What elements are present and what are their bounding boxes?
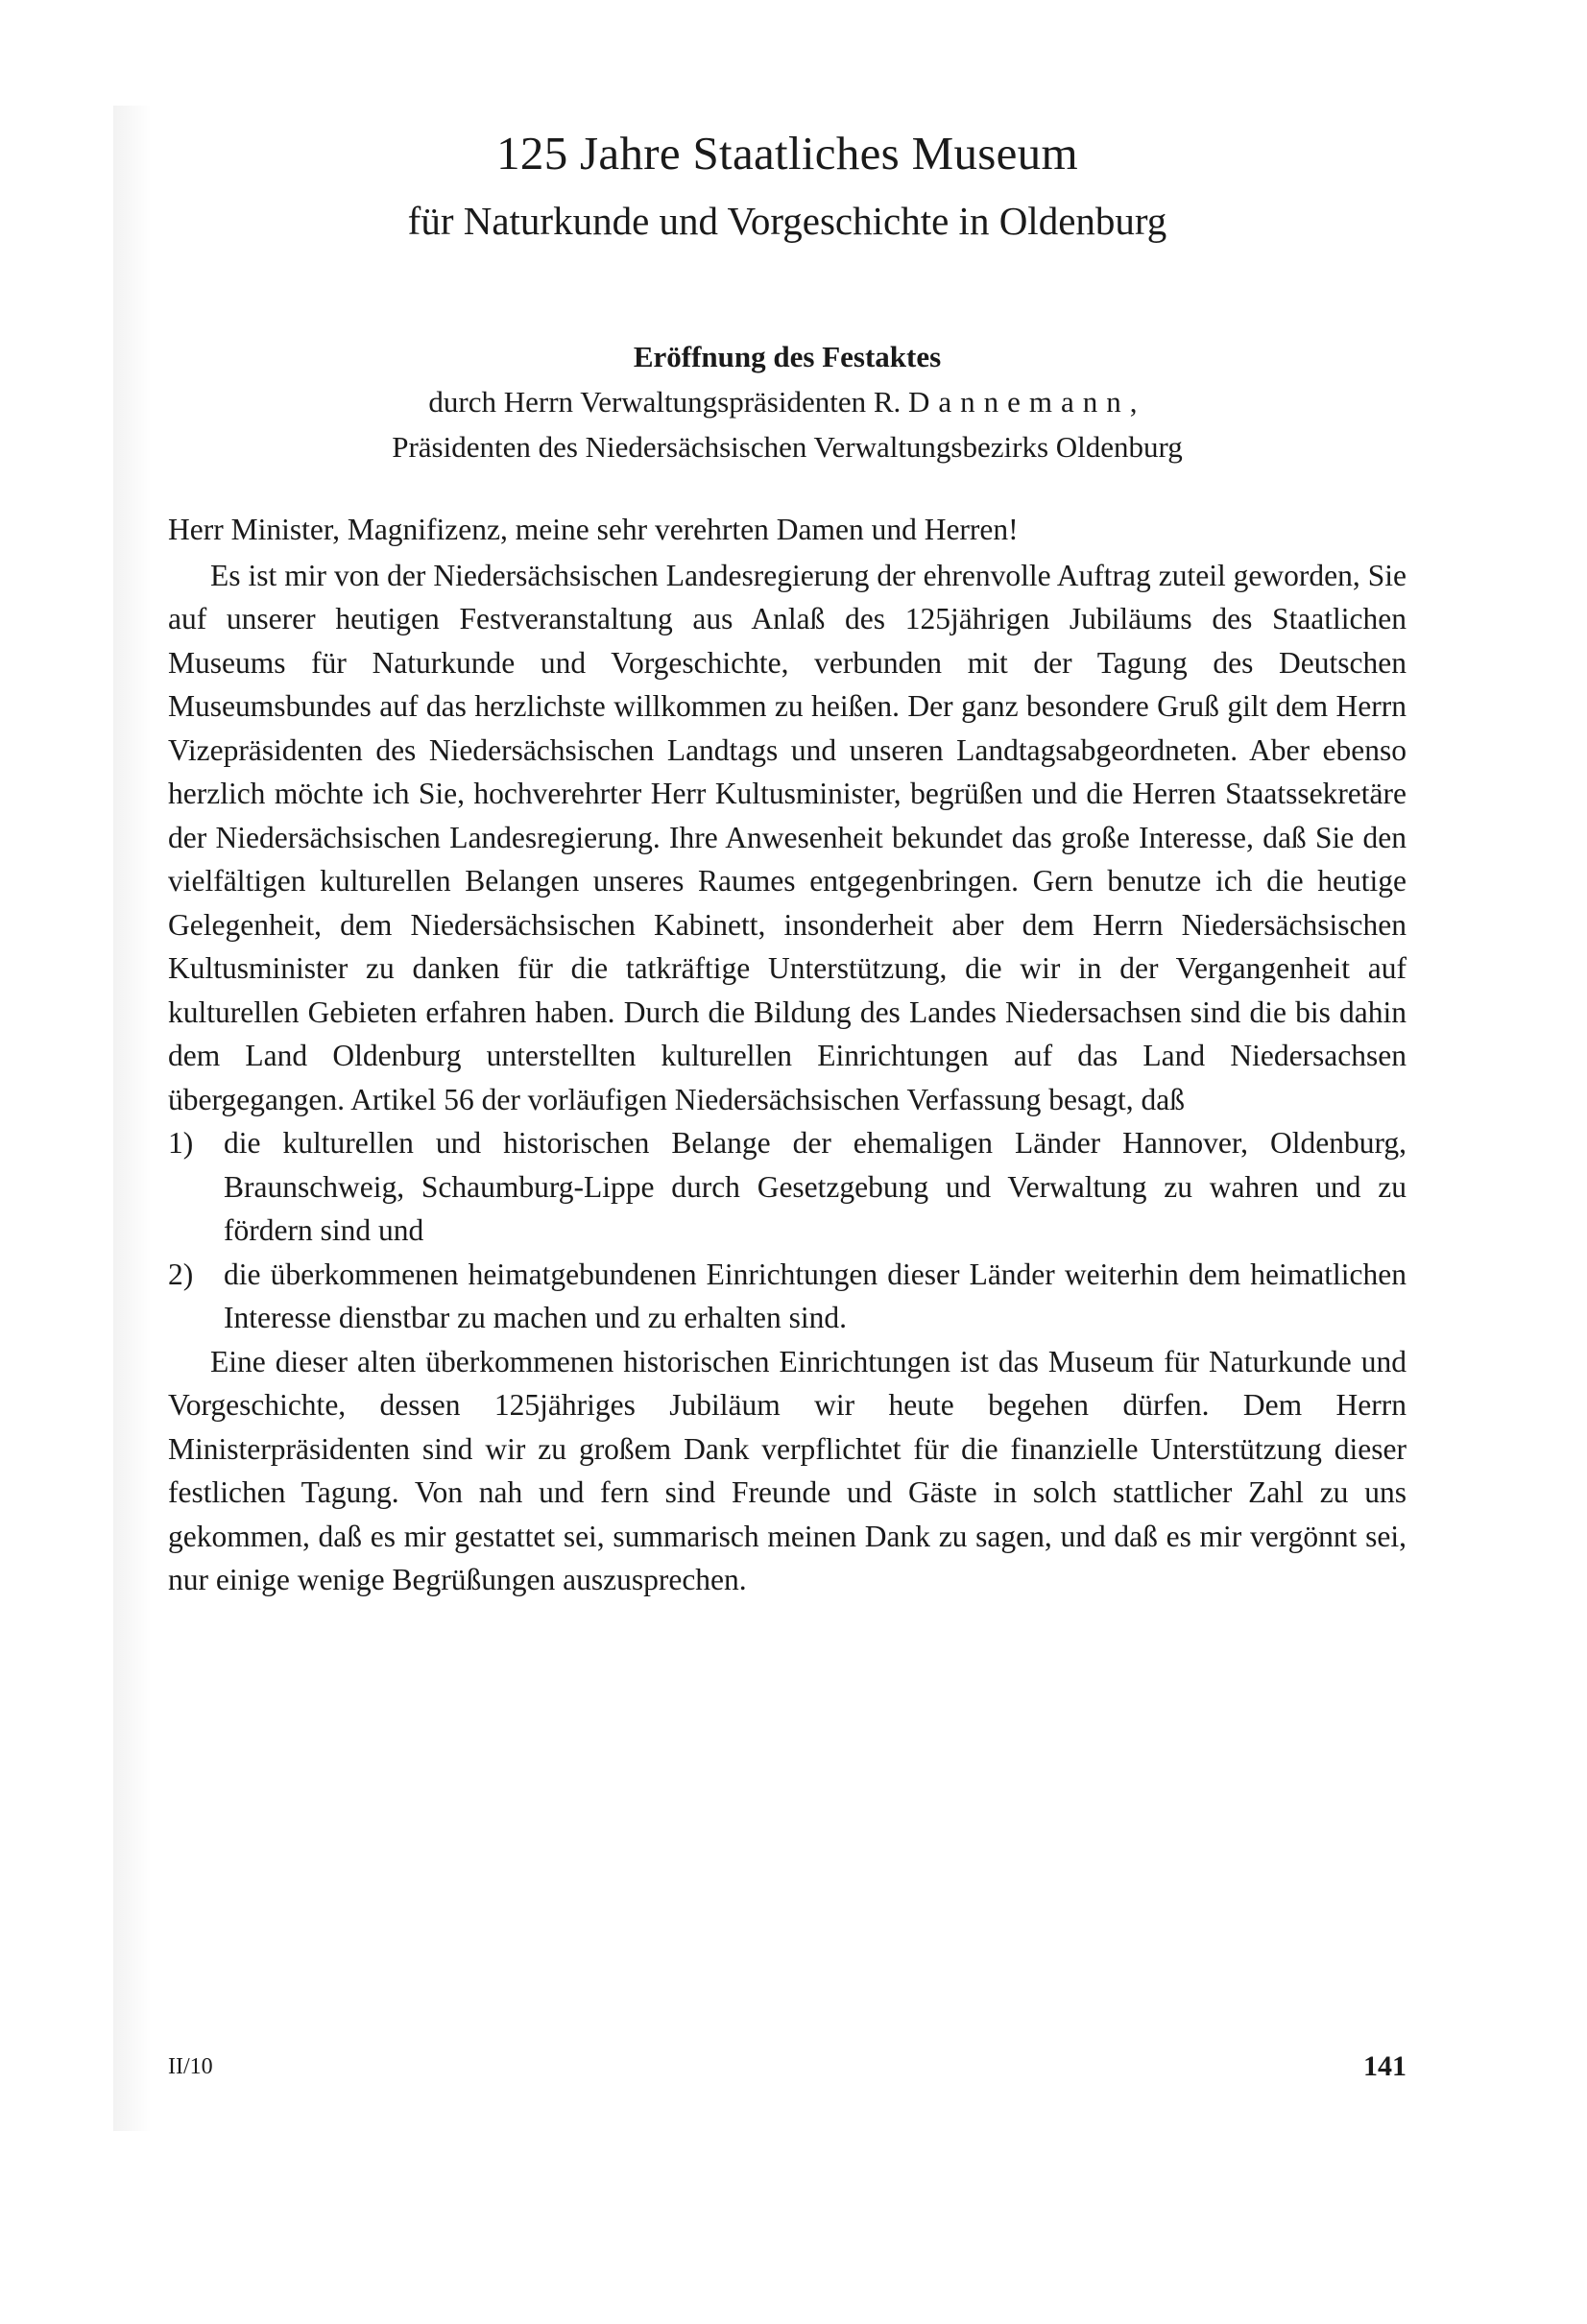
- section-header: [168, 334, 1407, 469]
- byline-name: Dannemann,: [908, 385, 1146, 419]
- byline-role: Präsidenten des Niedersächsischen Verwaltungsbezirks Oldenburg: [392, 430, 1183, 464]
- list-item: [168, 1253, 1407, 1340]
- list-item-text: die kulturellen und historischen Belange der ehemaligen Länder Hannover, Oldenburg, Braunschweig, Schaumburg-Lippe durch Gesetzgebung und Verwaltung zu wahren und zu fördern sind und: [224, 1126, 1407, 1247]
- paragraph-2: Eine dieser alten überkommenen historischen Einrichtungen ist das Museum für Naturkunde und Vorgeschichte, dessen 125jähriges Jubiläum wir heute begehen dürfen. Dem Herrn Ministerpräsidenten sind wir zu großem Dank verpflichtet für die finanzielle Unterstützung dieser festlichen Tagung. Von nah und fern sind Freunde und Gäste in solch stattlicher Zahl zu uns gekommen, daß es mir gestattet sei, summarisch meinen Dank zu sagen, und daß es mir vergönnt sei, nur einige wenige Begrüßungen auszusprechen.: [168, 1344, 1407, 1596]
- section-byline: [168, 379, 1407, 424]
- body-text: [168, 508, 1407, 1602]
- list-item-number: 2): [168, 1257, 194, 1291]
- paragraph-1: Es ist mir von der Niedersächsischen Landesregierung der ehrenvolle Auftrag zuteil geworden, Sie auf unserer heutigen Festveranstaltung aus Anlaß des 125jährigen Jubiläums des Staatlichen Museums für Naturkunde und Vorgeschichte, verbunden mit der Tagung des Deutschen Museumsbundes auf das herzlichste willkommen zu heißen. Der ganz besondere Gruß gilt dem Herrn Vizepräsidenten des Niedersächsischen Landtags und unseren Landtagsabgeordneten. Aber ebenso herzlich möchte ich Sie, hochverehrter Herr Kultusminister, begrüßen und die Herren Staatssekretäre der Niedersächsischen Landesregierung. Ihre Anwesenheit bekundet das große Interesse, daß Sie den vielfältigen kulturellen Belangen unseres Raumes entgegenbringen. Gern benutze ich die heutige Gelegenheit, dem Niedersächsischen Kabinett, insonderheit aber dem Herrn Niedersächsischen Kultusminister zu danken für die tatkräftige Unterstützung, die wir in der Vergangenheit auf kulturellen Gebieten erfahren haben. Durch die Bildung des Landes Niedersachsen sind die bis dahin dem Land Oldenburg unterstellten kulturellen Einrichtungen auf das Land Niedersachsen übergegangen. Artikel 56 der vorläufigen Niedersächsischen Verfassung besagt, daß: [168, 558, 1407, 1116]
- list-item-text: die überkommenen heimatgebundenen Einrichtungen dieser Länder weiterhin dem heimatlichen Interesse dienstbar zu machen und zu erhalten sind.: [224, 1257, 1407, 1334]
- page-number: 141: [1363, 2050, 1407, 2082]
- scan-edge-shadow: [113, 106, 152, 2131]
- section-heading: Eröffnung des Festaktes: [633, 340, 942, 373]
- list-item: [168, 1121, 1407, 1253]
- page-footer: [168, 2048, 1407, 2086]
- list-item-number: 1): [168, 1126, 194, 1160]
- byline-prefix: durch Herrn Verwaltungspräsidenten R.: [428, 385, 902, 419]
- page-title: 125 Jahre Staatliches Museum: [496, 127, 1078, 180]
- document-page: [168, 125, 1407, 2121]
- page-subtitle: für Naturkunde und Vorgeschichte in Oldenburg: [407, 199, 1167, 243]
- printer-signature: II/10: [168, 2054, 213, 2079]
- salutation: Herr Minister, Magnifizenz, meine sehr verehrten Damen und Herren!: [168, 513, 1019, 546]
